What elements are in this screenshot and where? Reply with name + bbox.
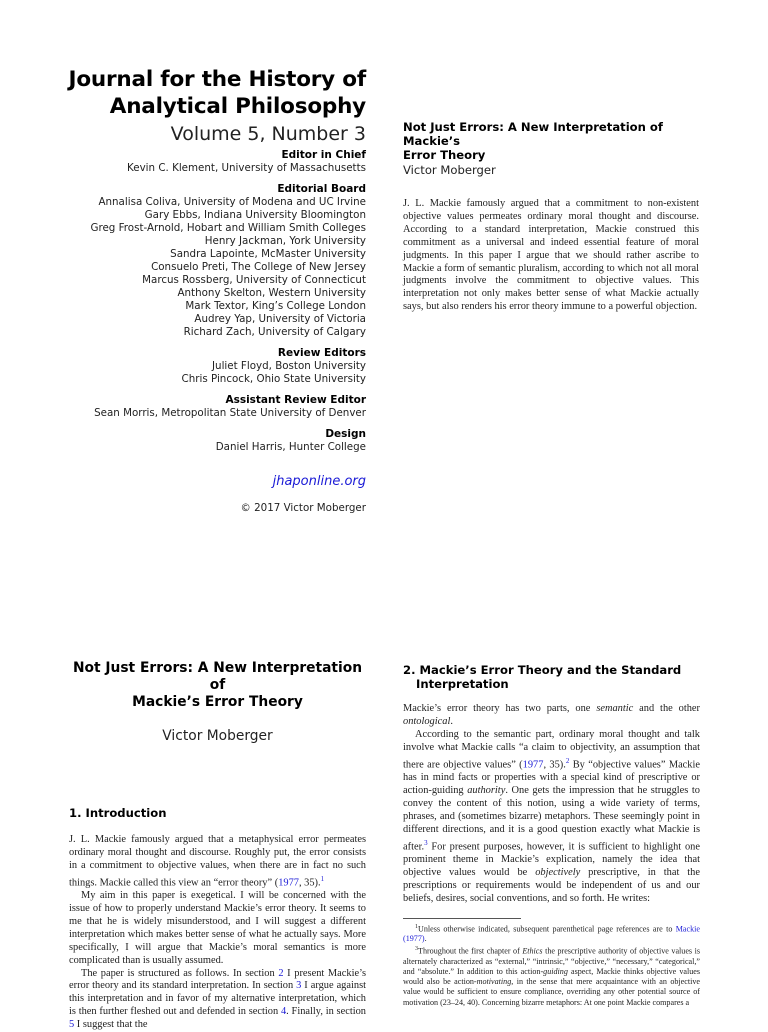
member: Juliet Floyd, Boston University	[212, 360, 366, 372]
paragraph: The paper is structured as follows. In section 2 I present Mackie’s error theory and its standard interpretation. In section 3 I argue against this interpretation and in favor of my alternative interpretation, which is then further fleshed out and defended in section 4. Finally, in section 5 I suggest that the	[69, 967, 366, 1031]
citation-link[interactable]: Mackie (1977)	[403, 924, 700, 944]
member: Gary Ebbs, Indiana University Bloomington	[144, 209, 366, 221]
member: Chris Pincock, Ohio State University	[181, 373, 366, 385]
footnote: $^3$Throughout the first chapter of Ethics the prescriptive authority of objective values is alternately characterized as “external,” “intrinsic,” “objective,” “necessary,” “categorical,” and “absolute.” In addition to this action-guiding aspect, Mackie thinks objective values would also be action-motivating, in the sense that mere acquaintance with an objective value would be sufficient to ensure compliance, overriding any other potential source of motivation (23–24, 40). Concerning bizarre metaphors: At one point Mackie compares a	[403, 946, 700, 1007]
abstract-author: Victor Moberger	[403, 163, 496, 177]
member: Marcus Rossberg, University of Connecticut	[142, 274, 366, 286]
section-link[interactable]: 5	[69, 1019, 75, 1031]
paragraph: My aim in this paper is exegetical. I will be concerned with the issue of how to properly understand Mackie’s error theory. It seems to me that he is widely misunderstood, and I will suggest a different interpretation which makes better sense of what he actually says. More specifically, I will argue that Mackie’s moral semantics is more complicated than is usually assumed.	[69, 890, 366, 966]
editorial-board-section	[40, 183, 366, 339]
member: Daniel Harris, Hunter College	[215, 441, 366, 453]
copyright-notice: © 2017 Victor Moberger	[240, 502, 366, 514]
editor-in-chief-section	[40, 149, 366, 175]
member: Kevin C. Klement, University of Massachusetts	[127, 162, 366, 174]
member: Sean Morris, Metropolitan State University of Denver	[94, 407, 366, 419]
member: Audrey Yap, University of Victoria	[194, 313, 366, 325]
journal-masthead	[40, 66, 366, 514]
section-heading: Editor in Chief	[281, 149, 366, 161]
member: Mark Textor, King’s College London	[185, 300, 366, 312]
section-heading: Review Editors	[277, 347, 366, 359]
journal-website-link[interactable]: jhaponline.org	[272, 474, 366, 489]
right-column	[403, 663, 700, 1008]
member: Greg Frost-Arnold, Hobart and William Smith Colleges	[90, 222, 366, 234]
section-heading: Assistant Review Editor	[225, 394, 366, 406]
footnote-marker[interactable]: 2	[565, 756, 570, 765]
review-editors-section	[40, 347, 366, 386]
paper-title: Not Just Errors: A New Interpretation of Mackie’s Error Theory	[72, 660, 363, 710]
paragraph: According to the semantic part, ordinary moral thought and talk involve what Mackie calls “a claim to objectivity, an assumption that there are objective values” (1977, 35).$^2$ By “objective values” Mackie has in mind facts or properties with a special kind of prescriptive or action-guiding authority. One gets the impression that he struggles to convey the content of this notion, using a wide variety of terms, phrases, and (sometimes bizarre) metaphors. These seemingly point in different directions, and it is a good question exactly what Mackie is after.$^3$ For present purposes, however, it is sufficient to highlight one prominent theme in Mackie’s explication, namely the idea that objective values would be objectively prescriptive, in that the prescriptions or requirements would be independent of us and our beliefs, desires, social conventions, and so forth. He writes:	[403, 728, 700, 904]
member: Anthony Skelton, Western University	[177, 287, 366, 299]
abstract-block	[403, 120, 699, 325]
paragraph: Mackie’s error theory has two parts, one semantic and the other ontological.	[403, 703, 700, 727]
paper-author: Victor Moberger	[162, 728, 273, 744]
footnote-marker[interactable]: 1	[320, 874, 325, 883]
section-heading: Editorial Board	[277, 183, 366, 195]
footnote: $^1$Unless otherwise indicated, subsequent parenthetical page references are to Mackie (1977).	[403, 923, 700, 944]
footnote-divider	[403, 918, 521, 919]
journal-title: Journal for the History of Analytical Philosophy	[68, 67, 366, 119]
citation-link[interactable]: 1977	[278, 877, 299, 889]
member: Consuelo Preti, The College of New Jersey	[151, 261, 366, 273]
assistant-review-editor-section	[40, 394, 366, 420]
member: Henry Jackman, York University	[204, 235, 366, 247]
member: Annalisa Coliva, University of Modena and UC Irvine	[98, 196, 366, 208]
citation-link[interactable]: 1977	[522, 759, 544, 771]
left-column	[69, 660, 366, 1032]
abstract-text: J. L. Mackie famously argued that a commitment to non-existent objective values permeates ordinary moral thought and discourse. According to a standard interpretation, Mackie construed this commitment as a universal and indeed essential feature of moral judgments. In this paper I argue that we should rather ascribe to Mackie a form of semantic pluralism, according to which not all moral judgments involve the commitment to objective values. This interpretation not only makes better sense of what Mackie actually says, but also renders his error theory immune to a powerful objection.	[403, 198, 699, 313]
footnote-marker[interactable]: 3	[424, 838, 428, 847]
section-link[interactable]: 3	[296, 980, 302, 992]
design-section	[40, 428, 366, 454]
section-link[interactable]: 4	[280, 1006, 287, 1018]
section-heading-introduction: 1. Introduction	[69, 806, 167, 820]
member: Richard Zach, University of Calgary	[183, 326, 366, 338]
section-link[interactable]: 2	[278, 967, 284, 979]
section-heading: Design	[325, 428, 366, 440]
paragraph: J. L. Mackie famously argued that a metaphysical error permeates ordinary moral thought and discourse. Roughly put, the error consists in a commitment to objective values, when there are in fact no such things. Mackie called this view an “error theory” (1977, 35).$^1$	[69, 834, 366, 889]
section-heading-error-theory: 2. Mackie’s Error Theory and the Standard Interpretation	[403, 663, 682, 691]
journal-volume: Volume 5, Number 3	[170, 123, 366, 145]
member: Sandra Lapointe, McMaster University	[170, 248, 366, 260]
abstract-paper-title: Not Just Errors: A New Interpretation of Mackie’s Error Theory	[403, 120, 663, 162]
